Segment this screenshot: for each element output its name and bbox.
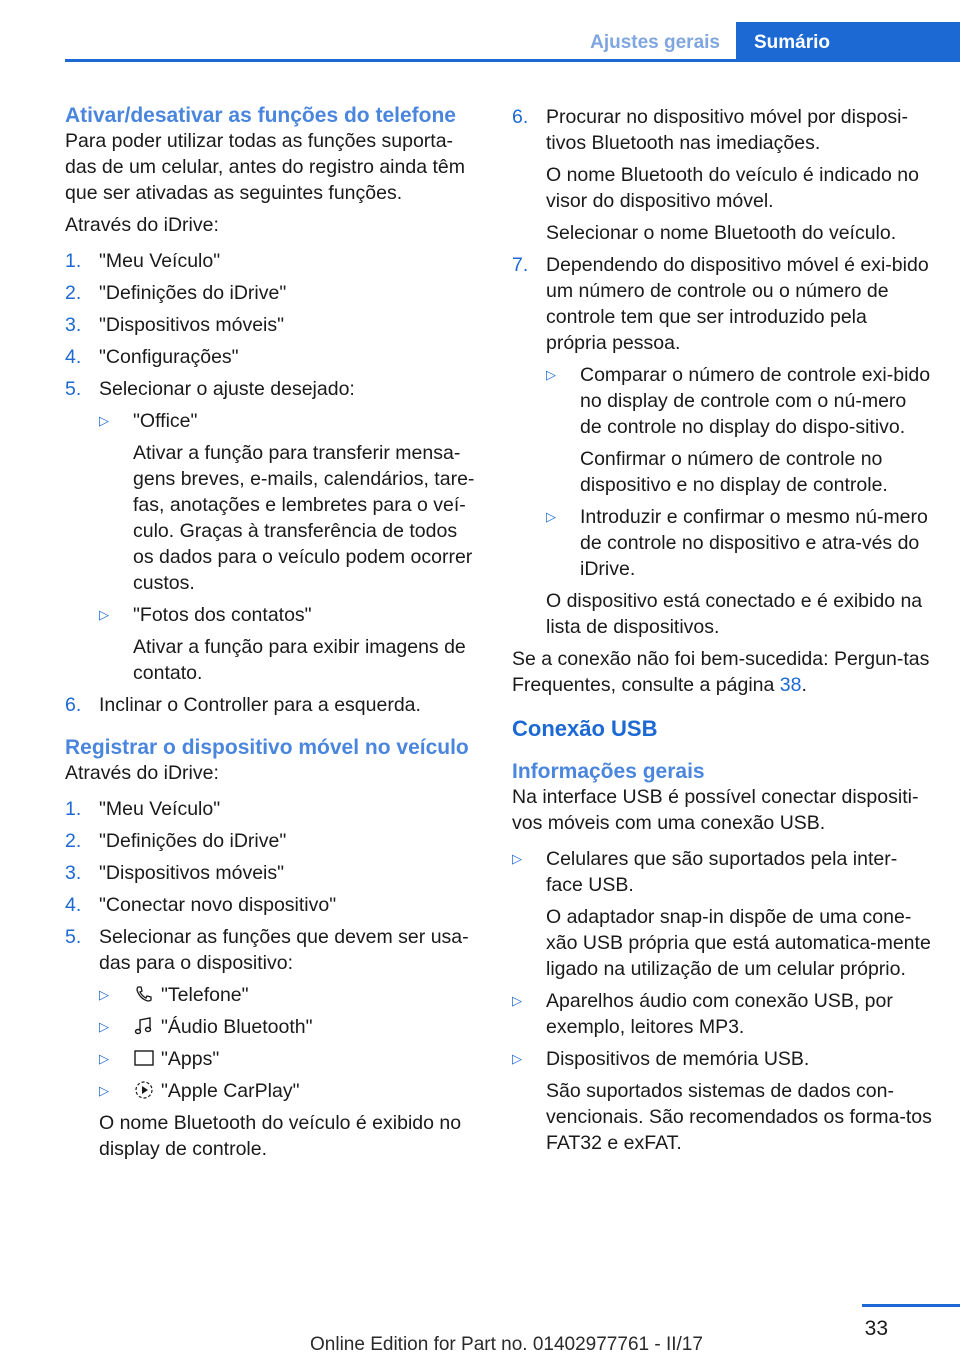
header-rule bbox=[65, 59, 960, 62]
triangle-bullet-icon: ▷ bbox=[512, 993, 522, 1008]
list-item: 7. Dependendo do dispositivo móvel é exi-bido um número de controle ou o número de controle tem que ser introduzido pela própria pessoa. bbox=[512, 254, 929, 354]
list-item: 5. Selecionar as funções que devem ser usa-das para o dispositivo: bbox=[65, 926, 469, 974]
music-note-icon bbox=[133, 1016, 155, 1036]
intro-paragraph: Para poder utilizar todas as funções suporta-das de um celular, antes do registro ainda têm que ser ativadas as seguintes funções. bbox=[65, 130, 465, 204]
fail-paragraph: Se a conexão não foi bem-sucedida: Pergun-tas Frequentes, consulte a página 38. bbox=[512, 648, 930, 696]
bt-name-display: O nome Bluetooth do veículo é exibido no display de controle. bbox=[99, 1112, 462, 1160]
triangle-bullet-icon: ▷ bbox=[99, 413, 109, 428]
heading-usb-connection: Conexão USB bbox=[512, 716, 658, 741]
heading-general-info: Informações gerais bbox=[512, 760, 705, 783]
triangle-bullet-icon: ▷ bbox=[546, 367, 556, 382]
triangle-bullet-icon: ▷ bbox=[99, 1083, 109, 1098]
list-item: 2. "Definições do iDrive" bbox=[65, 830, 287, 852]
bullet-memory: ▷ Dispositivos de memória USB. bbox=[512, 1048, 810, 1070]
heading-activate-functions: Ativar/desativar as funções do telefone bbox=[65, 104, 456, 127]
photos-description: Ativar a função para exibir imagens de contato. bbox=[133, 636, 466, 684]
bullet-audio: ▷ "Áudio Bluetooth" bbox=[99, 1016, 313, 1038]
triangle-bullet-icon: ▷ bbox=[99, 987, 109, 1002]
page-header bbox=[65, 22, 960, 62]
snapin-note: O adaptador snap-in dispõe de uma cone-xão USB própria que está automatica-mente ligado na utilização de um celular próprio. bbox=[546, 906, 931, 980]
triangle-bullet-icon: ▷ bbox=[99, 1051, 109, 1066]
list-item: 1. "Meu Veículo" bbox=[65, 250, 221, 272]
list-item: 2. "Definições do iDrive" bbox=[65, 282, 287, 304]
triangle-bullet-icon: ▷ bbox=[512, 851, 522, 866]
via-idrive: Através do iDrive: bbox=[65, 214, 219, 236]
summary-tab[interactable]: Sumário bbox=[736, 22, 960, 62]
bullet-apps: ▷ "Apps" bbox=[99, 1048, 220, 1070]
apps-icon bbox=[133, 1048, 155, 1068]
page-number: 33 bbox=[864, 1317, 888, 1340]
list-item: 3. "Dispositivos móveis" bbox=[65, 314, 285, 336]
step6-note2: Selecionar o nome Bluetooth do veículo. bbox=[546, 222, 897, 244]
bullet-compare: ▷ Comparar o número de controle exi-bido no display de controle com o nú-mero de controle no display do dispo-sitivo. bbox=[546, 364, 931, 438]
list-item: 1. "Meu Veículo" bbox=[65, 798, 221, 820]
list-item: 5. Selecionar o ajuste desejado: bbox=[65, 378, 355, 400]
list-item: 6. Procurar no dispositivo móvel por disposi-tivos Bluetooth nas imediações. bbox=[512, 106, 908, 154]
bullet-phone: ▷ "Telefone" bbox=[99, 984, 249, 1006]
section-tab[interactable]: Ajustes gerais bbox=[590, 32, 720, 53]
triangle-bullet-icon: ▷ bbox=[99, 607, 109, 622]
bullet-enter: ▷ Introduzir e confirmar o mesmo nú-mero de controle no dispositivo e atra-vés do iDrive. bbox=[546, 506, 928, 580]
left-column bbox=[65, 104, 480, 1162]
triangle-bullet-icon: ▷ bbox=[546, 509, 556, 524]
phone-icon bbox=[133, 984, 155, 1004]
carplay-icon bbox=[133, 1080, 155, 1100]
office-description: Ativar a função para transferir mensa-gens breves, e-mails, calendários, tare-fas, anotações e lembretes para o veí-culo. Graças à transferência de todos os dados para o veículo podem ocorrer custos. bbox=[133, 442, 475, 594]
bullet-phones: ▷ Celulares que são suportados pela inter-face USB. bbox=[512, 848, 898, 896]
edition-footer: Online Edition for Part no. 01402977761 - II/17 bbox=[310, 1334, 703, 1355]
connected-note: O dispositivo está conectado e é exibido na lista de dispositivos. bbox=[546, 590, 923, 638]
heading-register-device: Registrar o dispositivo móvel no veículo bbox=[65, 736, 469, 759]
filesystem-note: São suportados sistemas de dados con-vencionais. São recomendados os forma-tos FAT32 e exFAT. bbox=[546, 1080, 932, 1154]
list-item: 4. "Configurações" bbox=[65, 346, 239, 368]
page-link[interactable]: 38 bbox=[779, 674, 802, 696]
via-idrive-2: Através do iDrive: bbox=[65, 762, 219, 784]
bullet-office: ▷ "Office" bbox=[99, 410, 198, 432]
compare-confirm: Confirmar o número de controle no dispositivo e no display de controle. bbox=[580, 448, 888, 496]
triangle-bullet-icon: ▷ bbox=[512, 1051, 522, 1066]
bullet-carplay: ▷ "Apple CarPlay" bbox=[99, 1080, 300, 1102]
list-item: 4. "Conectar novo dispositivo" bbox=[65, 894, 337, 916]
triangle-bullet-icon: ▷ bbox=[99, 1019, 109, 1034]
footer-rule bbox=[862, 1304, 960, 1307]
list-item: 3. "Dispositivos móveis" bbox=[65, 862, 285, 884]
right-column bbox=[512, 104, 932, 1156]
usb-intro: Na interface USB é possível conectar dispositi-vos móveis com uma conexão USB. bbox=[512, 786, 919, 834]
bullet-photos: ▷ "Fotos dos contatos" bbox=[99, 604, 312, 626]
step6-note1: O nome Bluetooth do veículo é indicado no visor do dispositivo móvel. bbox=[546, 164, 919, 212]
list-item: 6. Inclinar o Controller para a esquerda. bbox=[65, 694, 421, 716]
bullet-audio-devices: ▷ Aparelhos áudio com conexão USB, por exemplo, leitores MP3. bbox=[512, 990, 893, 1038]
